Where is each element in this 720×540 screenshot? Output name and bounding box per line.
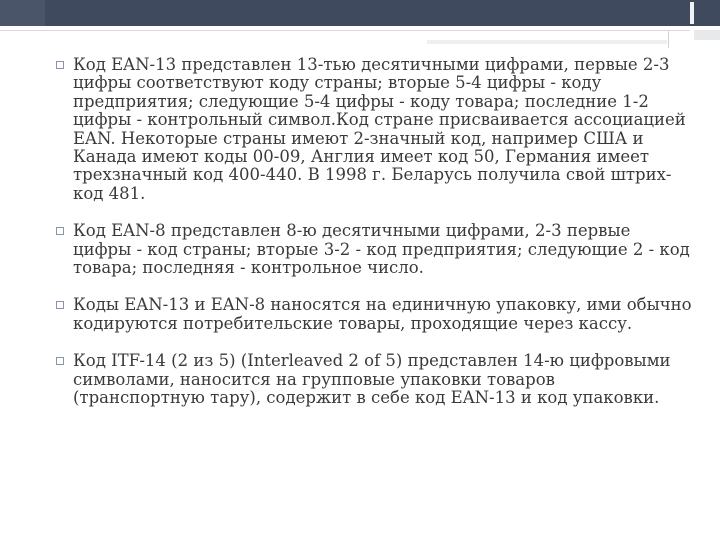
slide-content <box>52 56 692 408</box>
slide-header-bar <box>0 0 720 26</box>
bullet-item-itf14 <box>52 352 692 407</box>
bullet-item-usage <box>52 296 692 333</box>
header-underline <box>0 30 690 31</box>
square-bullet-icon <box>56 357 64 365</box>
square-bullet-icon <box>56 227 64 235</box>
bullet-text: Коды EAN-13 и EAN-8 наносятся на единичную упаковку, ими обычно кодируются потребительские товары, проходящие через кассу. <box>73 295 692 333</box>
bullet-text: Код EAN-13 представлен 13-тью десятичными цифрами, первые 2-3 цифры соответствуют коду страны; вторые 5-4 цифры - коду предприятия; следующие 5-4 цифры - коду товара; последние 1-2 цифры - контрольный символ.Код стране присваивается ассоциацией EAN. Некоторые страны имеют 2-значный код, например США и Канада имеют коды 00-09, Англия имеет код 50, Германия имеет трехзначный код 400-440. В 1998 г. Беларусь получила свой штрих-код 481. <box>73 55 686 203</box>
bullet-text: Код ITF-14 (2 из 5) (Interleaved 2 of 5) представлен 14-ю цифровыми символами, наносится на групповые упаковки товаров (транспортную тару), содержит в себе код EAN-13 и код упаковки. <box>73 351 671 408</box>
bullet-item-ean8 <box>52 222 692 277</box>
header-divider <box>690 2 694 24</box>
decorative-bar <box>427 40 667 44</box>
decorative-strip <box>694 30 720 40</box>
decorative-tick <box>668 31 669 48</box>
bullet-text: Код EAN-8 представлен 8-ю десятичными цифрами, 2-3 первые цифры - код страны; вторые 3-2 - код предприятия; следующие 2 - код товара; последняя - контрольное число. <box>73 221 690 278</box>
bullet-item-ean13 <box>52 56 692 203</box>
square-bullet-icon <box>56 301 64 309</box>
square-bullet-icon <box>56 61 64 69</box>
header-accent-block <box>0 0 45 26</box>
